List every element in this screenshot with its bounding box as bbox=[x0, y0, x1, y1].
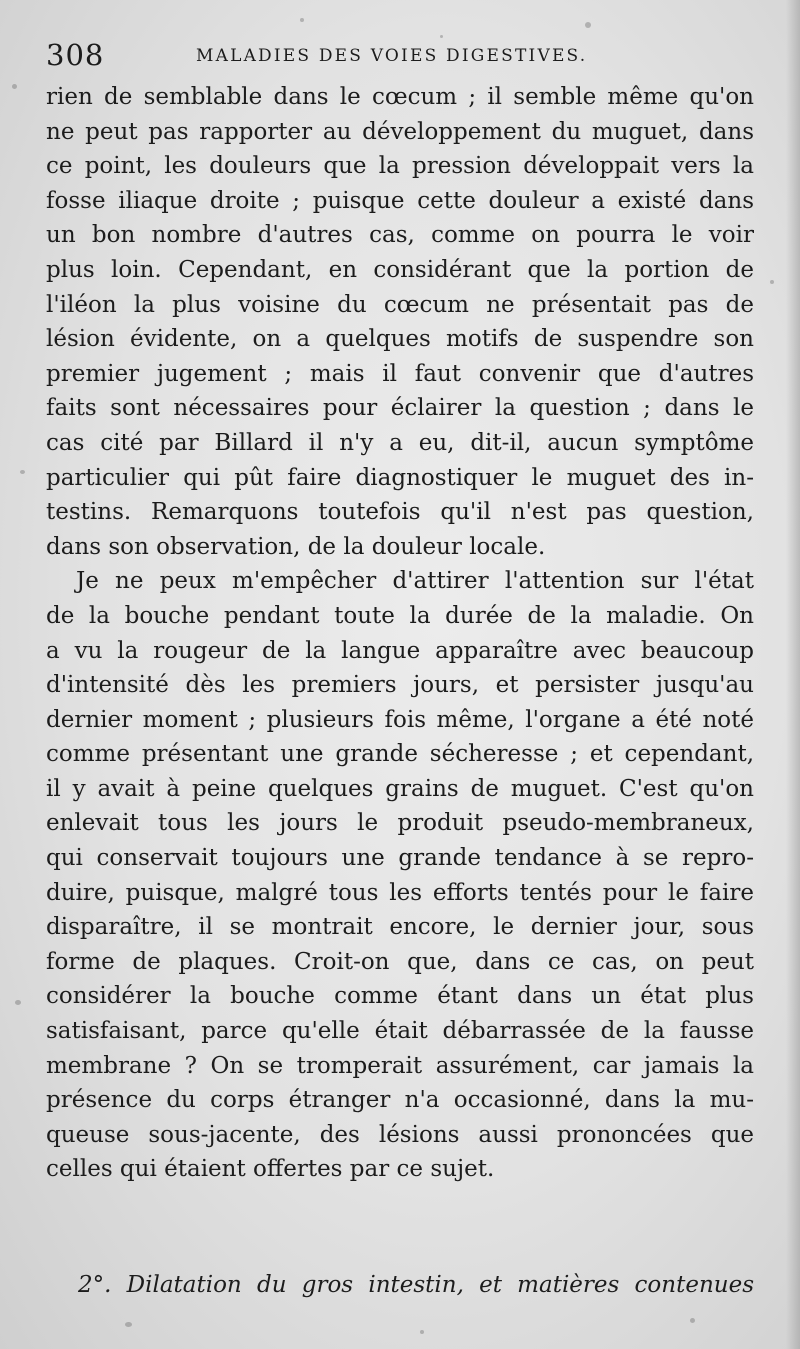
section-heading: 2°. Dilatation du gros intestin, et matières contenues bbox=[78, 1272, 754, 1298]
text-line: dernier moment ; plusieurs fois même, l'organe a été noté bbox=[46, 706, 754, 733]
text-line: celles qui étaient offertes par ce sujet. bbox=[46, 1156, 495, 1183]
text-line: fosse iliaque droite ; puisque cette douleur a existé dans bbox=[46, 187, 754, 214]
text-line: membrane ? On se tromperait assurément, car jamais la bbox=[46, 1052, 754, 1079]
page-number: 308 bbox=[46, 38, 105, 72]
text-line: ne peut pas rapporter au développement du muguet, dans bbox=[46, 118, 754, 145]
page-edge-shadow bbox=[786, 0, 800, 1349]
scan-speck bbox=[420, 1330, 424, 1334]
text-line: ce point, les douleurs que la pression développait vers la bbox=[46, 153, 754, 180]
text-line: il y avait à peine quelques grains de muguet. C'est qu'on bbox=[46, 775, 754, 802]
scan-speck bbox=[300, 18, 304, 22]
text-line: rien de semblable dans le cœcum ; il semble même qu'on bbox=[46, 84, 754, 110]
scan-speck bbox=[15, 1000, 21, 1005]
paragraph bbox=[46, 564, 754, 1187]
text-line: un bon nombre d'autres cas, comme on pourra le voir bbox=[46, 222, 754, 249]
text-line: testins. Remarquons toutefois qu'il n'est pas question, bbox=[46, 499, 754, 526]
text-line: premier jugement ; mais il faut convenir que d'autres bbox=[46, 360, 754, 387]
text-line: d'intensité dès les premiers jours, et persister jusqu'au bbox=[46, 672, 754, 699]
scan-speck bbox=[125, 1322, 132, 1327]
text-line: plus loin. Cependant, en considérant que la portion de bbox=[46, 256, 754, 283]
text-line: enlevait tous les jours le produit pseudo-membraneux, bbox=[46, 810, 754, 837]
scan-speck bbox=[585, 22, 591, 28]
scan-speck bbox=[20, 470, 25, 474]
scan-speck bbox=[690, 1318, 695, 1323]
text-line: de la bouche pendant toute la durée de la maladie. On bbox=[46, 602, 754, 629]
text-line: queuse sous-jacente, des lésions aussi prononcées que bbox=[46, 1121, 754, 1148]
text-line: qui conservait toujours une grande tendance à se repro- bbox=[46, 845, 754, 872]
running-header bbox=[46, 38, 686, 78]
text-line: particulier qui pût faire diagnostiquer le muguet des in- bbox=[46, 464, 754, 491]
text-line: considérer la bouche comme étant dans un état plus bbox=[46, 983, 754, 1010]
text-line: Je ne peux m'empêcher d'attirer l'attention sur l'état bbox=[76, 568, 754, 595]
paragraph bbox=[46, 80, 754, 564]
text-line: forme de plaques. Croit-on que, dans ce cas, on peut bbox=[46, 948, 754, 975]
text-line: comme présentant une grande sécheresse ; et cependant, bbox=[46, 741, 754, 768]
text-line: faits sont nécessaires pour éclairer la question ; dans le bbox=[46, 395, 754, 422]
text-line: disparaître, il se montrait encore, le dernier jour, sous bbox=[46, 914, 754, 941]
scan-speck bbox=[770, 280, 774, 284]
text-line: duire, puisque, malgré tous les efforts tentés pour le faire bbox=[46, 879, 754, 906]
scan-speck bbox=[12, 84, 17, 89]
text-line: dans son observation, de la douleur locale. bbox=[46, 533, 546, 560]
text-line: l'iléon la plus voisine du cœcum ne présentait pas de bbox=[46, 291, 754, 318]
text-line: présence du corps étranger n'a occasionné, dans la mu- bbox=[46, 1087, 754, 1114]
running-title: MALADIES DES VOIES DIGESTIVES. bbox=[196, 46, 588, 66]
text-line: lésion évidente, on a quelques motifs de suspendre son bbox=[46, 326, 754, 353]
text-line: cas cité par Billard il n'y a eu, dit-il, aucun symptôme bbox=[46, 429, 754, 456]
text-line: a vu la rougeur de la langue apparaître avec beaucoup bbox=[46, 637, 754, 664]
body-text bbox=[46, 80, 754, 1187]
text-line: satisfaisant, parce qu'elle était débarrassée de la fausse bbox=[46, 1018, 754, 1045]
